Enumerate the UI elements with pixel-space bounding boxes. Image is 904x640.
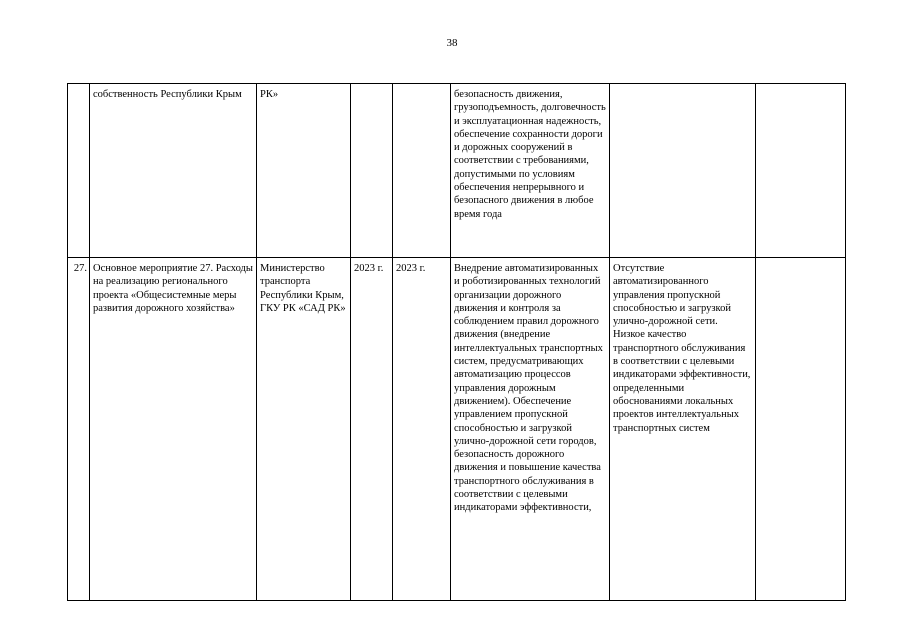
measure-name-cell: Основное мероприятие 27. Расходы на реализацию регионального проекта «Общесистемные меры развития дорожного хозяйства» <box>90 258 257 601</box>
row-number: 27. <box>68 258 90 601</box>
executor-cell: Министерство транспорта Республики Крым, ГКУ РК «САД РК» <box>257 258 351 601</box>
indicator-link-cell <box>756 258 846 601</box>
expected-result-cell: Внедрение автоматизированных и роботизированных технологий организации дорожного движения и контроля за соблюдением правил дорожного движения (внедрение интеллектуальных транспортных систем, предусматривающих автоматизацию процессов управления дорожным движением). Обеспечение управлением пропускной способностью и загрузкой улично-дорожной сети городов, безопасность дорожного движения и повышение качества транспортного обслуживания в соответствии с целевыми индикаторами эффективности, <box>451 258 610 601</box>
program-table <box>67 83 846 601</box>
end-year-cell: 2023 г. <box>393 258 451 601</box>
start-year-cell <box>351 84 393 258</box>
end-year-cell <box>393 84 451 258</box>
page-number: 38 <box>446 37 458 49</box>
row-number <box>68 84 90 258</box>
table-row <box>68 258 846 601</box>
start-year-cell: 2023 г. <box>351 258 393 601</box>
consequence-cell: Отсутствие автоматизированного управления пропускной способностью и загрузкой улично-дорожной сети. Низкое качество транспортного обслуживания в соответствии с целевыми индикаторами эффективности, определенными обоснованиями локальных проектов интеллектуальных транспортных систем <box>610 258 756 601</box>
expected-result-cell: безопасность движения, грузоподъемность, долговечность и эксплуатационная надежность, обеспечение сохранности дороги и дорожных сооружений в соответствии с требованиями, допустимыми по условиям обеспечения непрерывного и безопасного движения в любое время года <box>451 84 610 258</box>
consequence-cell <box>610 84 756 258</box>
table-row <box>68 84 846 258</box>
indicator-link-cell <box>756 84 846 258</box>
executor-cell: РК» <box>257 84 351 258</box>
measure-name-cell: собственность Республики Крым <box>90 84 257 258</box>
